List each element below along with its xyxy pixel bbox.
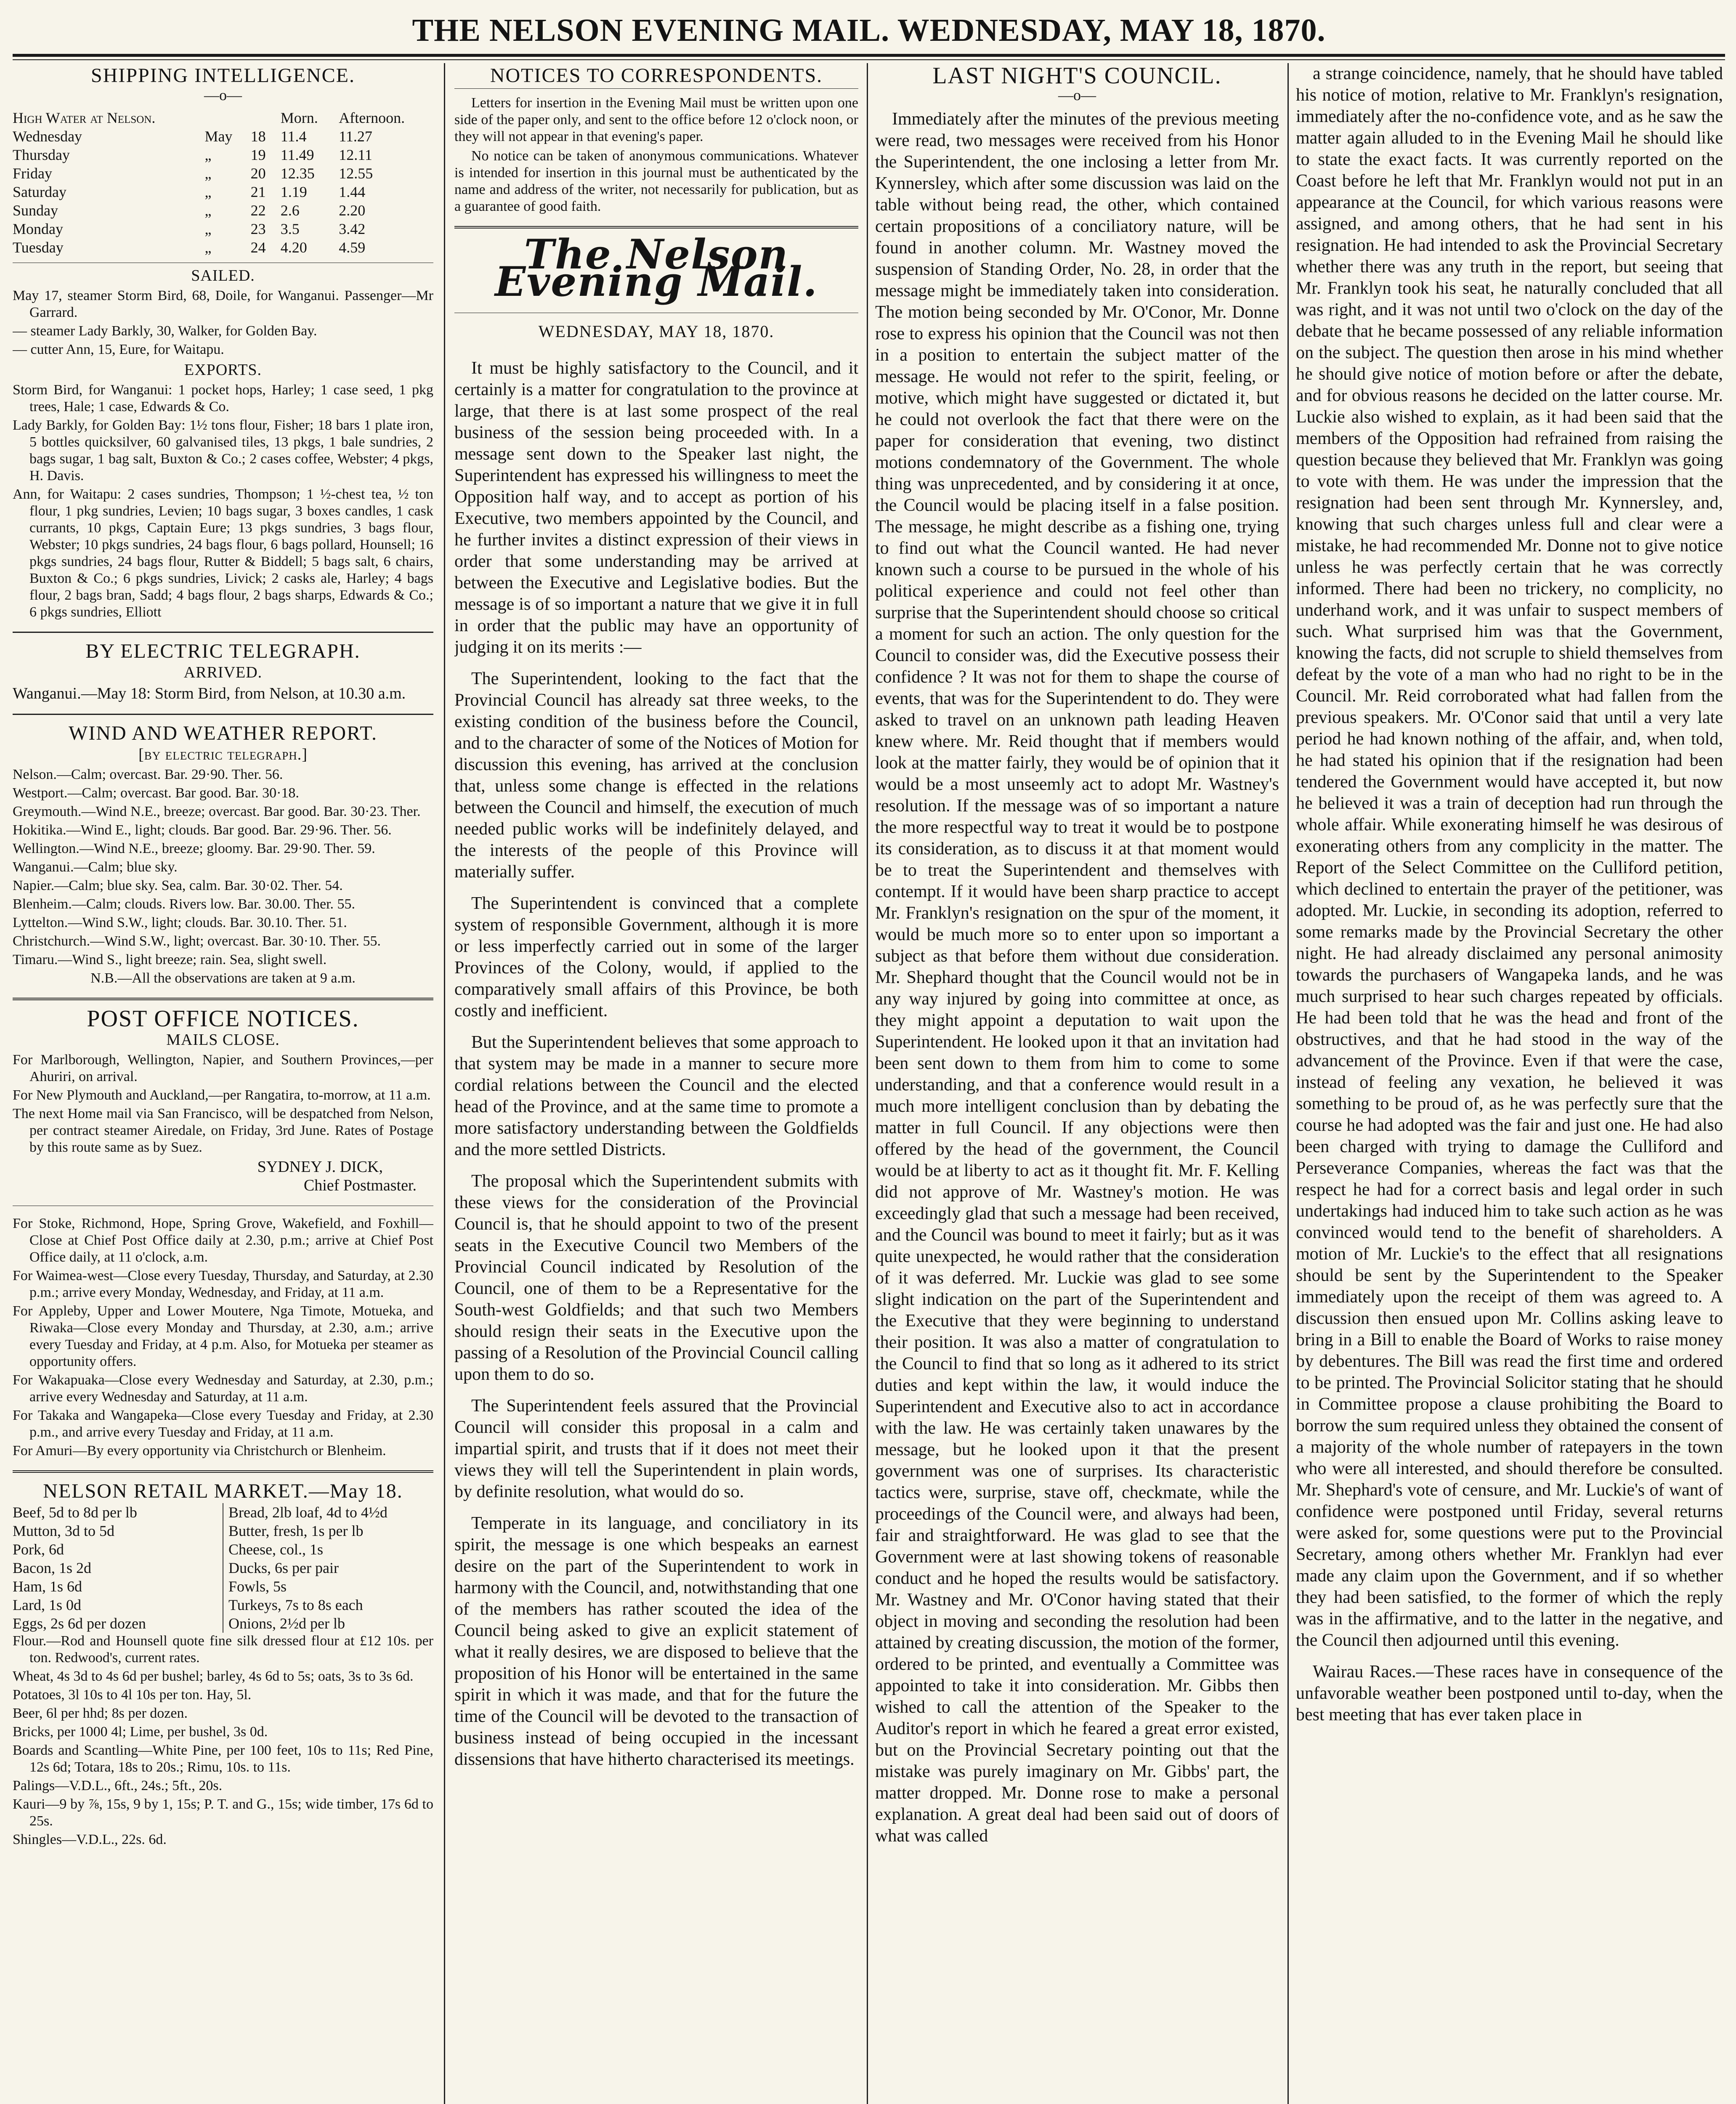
tide-cell: 22 [250,202,266,219]
divider [13,714,433,715]
post-notice: For Marlborough, Wellington, Napier, and Southern Provinces,—per Ahuriri, on arrival. [13,1052,433,1084]
weather-item: Nelson.—Calm; overcast. Bar. 29·90. Ther. 56. [13,767,283,782]
column-2 [454,63,858,2104]
masthead-rule [13,54,1725,60]
tide-header-cell: Morn. [280,109,318,126]
market-row [13,1540,433,1559]
tide-cell: 4.20 [280,239,307,256]
tide-cell: Sunday [13,202,58,219]
tide-cell: „ [204,146,212,163]
market-note: Potatoes, 3l 10s to 4l 10s per ton. Hay, 5l. [13,1687,252,1703]
market-cell: Ham, 1s 6d [13,1577,223,1596]
post-route: For Amuri—By every opportunity via Christchurch or Blenheim. [13,1443,386,1458]
notice-item: No notice can be taken of anonymous communications. Whatever is intended for insertion in this journal must be authenticated by the name and address of the writer, not necessarily for publication, but as a guarantee of good faith. [454,148,858,214]
editorial-paragraph: But the Superintendent believes that some approach to that system may be made in a manner to secure more cordial relations between the Council and the elected head of the Province, and at the same time to promote a more satisfactory understanding between the Goldfields and the more settled Districts. [454,1033,858,1159]
tide-cell: „ [204,202,212,219]
editorial-flag [454,231,858,306]
post-notice: The next Home mail via San Francisco, will be despatched from Nelson, per contract steamer Airedale, on Friday, 3rd June. Rates of Postage by this route same as by Suez. [13,1106,433,1155]
tide-row [13,127,433,146]
tide-cell: Wednesday [13,128,82,145]
tide-cell: „ [204,183,212,200]
market-note: Shingles—V.D.L., 22s. 6d. [13,1832,167,1847]
weather-item: Wellington.—Wind N.E., breeze; gloomy. Bar. 29·90. Ther. 59. [13,841,375,856]
signature-title: Chief Postmaster. [303,1177,417,1194]
tide-cell: 11.4 [280,128,307,145]
post-route: For Waimea-west—Close every Tuesday, Thursday, and Saturday, at 2.30 p.m.; arrive every Monday, Wednesday, and Friday, at 11 a.m. [13,1268,433,1300]
weather-item: Wanganui.—Calm; blue sky. [13,859,178,875]
tide-rows [13,127,433,257]
editorial-paragraph: Temperate in its language, and conciliatory in its spirit, the message is one which bespeaks an earnest desire on the part of the Superintendent to work in harmony with the Council, and, notwithstanding that one of the members has rather scouted the idea of the Council being asked to give an explicit statement of what it really desires, we are disposed to believe that the proposition of his Honor will be entertained in the same spirit in which it was made, and that for the future the time of the Council will be devoted to the transaction of business instead of being occupied in the incessant dissensions that have hitherto characterised its meetings. [454,1514,858,1769]
tide-cell: 11.27 [339,128,372,145]
editorial-paragraph: The proposal which the Superintendent submits with these views for the consideration of the Provincial Council is, that he should appoint to two of the present seats in the Executive Council two Members of the Provincial Council indicated by Resolution of the Council, one of them to be a Representative for the South-west Goldfields; and that such two Members should resign their seats in the Executive upon the passing of a Resolution of the Provincial Council calling upon them to do so. [454,1172,858,1384]
post-office-heading: POST OFFICE NOTICES. [87,1006,359,1032]
tide-cell: 21 [250,183,266,200]
market-row [13,1614,433,1633]
tide-cell: 19 [250,146,266,163]
market-cell: Turkeys, 7s to 8s each [228,1597,363,1613]
market-note: Flour.—Rod and Hounsell quote fine silk dressed flour at £12 10s. per ton. Redwood's, current rates. [13,1633,433,1666]
tide-cell: Saturday [13,183,66,200]
market-note: Boards and Scantling—White Pine, per 100 feet, 10s to 11s; Red Pine, 12s 6d; Totara, 18s to 20s.; Rimu, 10s. to 11s. [13,1743,433,1775]
column-divider [444,63,445,2104]
tide-row [13,220,433,238]
weather-heading: WIND AND WEATHER REPORT. [69,722,377,744]
tide-cell: 20 [250,165,266,182]
council-paragraph: Wairau Races.—These races have in consequence of the unfavorable weather been postponed until to-day, when the best meeting that has ever taken place in [1296,1662,1723,1724]
tide-cell: 12.35 [280,165,315,182]
market-note: Kauri—9 by ⅞, 15s, 9 by 1, 15s; P. T. and G., 15s; wide timber, 17s 6d to 25s. [13,1796,433,1829]
post-notice: For New Plymouth and Auckland,—per Rangatira, to-morrow, at 11 a.m. [13,1087,431,1103]
tide-cell: 23 [250,220,266,237]
exports-heading: EXPORTS. [184,361,262,379]
market-cell: Lard, 1s 0d [13,1596,223,1614]
tide-header-cell: High Water at Nelson. [13,109,156,126]
weather-note: N.B.—All the observations are taken at 9 a.m. [90,970,356,986]
tide-cell: May [204,128,233,145]
export-item: Ann, for Waitapu: 2 cases sundries, Thompson; 1 ½-chest tea, ½ ton flour, 1 pkg sundries, Levien; 10 bags sugar, 3 boxes candles, 1 cask currants, 10 pkgs, Captain Eure; 13 pkgs sundries, 3 bags flour, Webster; 10 pkgs sundries, 24 bags flour, 6 bags pollard, Hounsell; 16 pkgs sundries, 24 bags flour, Rutter & Biddell; 5 bags salt, 6 chairs, Buxton & Co.; 6 pkgs sundries, Livick; 2 casks ale, Harley; 4 bags flour, 2 bags bran, Sadd; 4 bags flour, 2 bags sharps, Edwards & Co.; 6 pkgs sundries, Elliott [13,486,433,620]
market-row [13,1577,433,1596]
tide-cell: Tuesday [13,239,64,256]
council-heading: LAST NIGHT'S COUNCIL. [932,63,1222,89]
post-route: For Wakapuaka—Close every Wednesday and Saturday, at 2.30, p.m.; arrive every Wednesday and Saturday, at 11 a.m. [13,1372,433,1405]
market-heading: NELSON RETAIL MARKET.—May 18. [43,1480,403,1502]
market-note: Beer, 6l per hhd; 8s per dozen. [13,1706,188,1721]
editorial-paragraph: It must be highly satisfactory to the Council, and it certainly is a matter for congratulation to the province at large, that there is at last some prospect of the real business of the session being proceeded with. In a message sent down to the Speaker last night, the Superintendent has expressed his willingness to meet the Opposition half way, and to accept as portion of his Executive, two members appointed by the Council, and he further invites a distinct expression of their views in order that some understanding may be arrived at between the Executive and Legislative bodies. But the message is of so important a nature that we give it in full in order that the public may have an opportunity of judging it on its merits :— [454,359,858,657]
column-divider [1287,63,1289,2104]
tide-cell: 1.19 [280,183,307,200]
tide-cell: „ [204,220,212,237]
market-cell: Fowls, 5s [228,1578,287,1595]
council-paragraph: a strange coincidence, namely, that he should have tabled his notice of motion, relative to Mr. Franklyn's resignation, immediately after the no-confidence vote, and as he saw the matter again alluded to in the Evening Mail he should like to state the exact facts. It was currently reported on the Coast before he left that Mr. Franklyn would not put in an appearance at the Council, for which various reasons were assigned, and among others, that he had sent in his resignation. He had intended to ask the Provincial Secretary whether there was any truth in the report, but seeing that Mr. Franklyn took his seat, he naturally concluded that all was right, and it was not until two o'clock on the day of the debate that he became possessed of any reliable information on the subject. The question then arose in his mind whether he should give notice of motion before or after the debate, and for obvious reasons he decided on the latter course. Mr. Luckie also wished to explain, as it had been said that the members of the Opposition had refrained from raising the question because they believed that Mr. Franklyn was going to vote with them. He was under the impression that the resignation had been sent through Mr. Kynnersley, and, knowing that such charges unless full and clear were a mistake, he had recommended Mr. Donne not to give notice unless he was perfectly certain that he was correctly informed. There had been no trickery, no complicity, no underhand work, and it was unfair to suspect members of such. What surprised him was that the Government, knowing the facts, did not scruple to shield themselves from defeat by the vote of a man who had no right to be in the Council. Mr. Reid corroborated what had fallen from the previous speakers. Mr. O'Conor said that until a very late period he had known nothing of the affair, and, when told, he had stated his opinion that if the resignation had been tendered the Government would have accepted it, but now he believed it was a train of deception had run through the whole affair. While exonerating himself he was desirous of exonerating others from any complicity in the matter. The Report of the Select Committee on the Culliford petition, which declined to entertain the prayer of the petitioner, was adopted. Mr. Luckie, in seconding its adoption, referred to some remarks made by the Provincial Secretary the other night. He had already disclaimed any personal animosity towards the purchasers of Wangapeka lands, and he was much surprised to hear such charges repeated by officials. He had been told that he was the head and front of the obstructives, and that he had stood in the way of the advancement of the Province. Even if that were the case, instead of feeling any vexation, he believed it was something to be proud of, as he was perfectly sure that the course he had adopted was the fair and just one. He had also been charged with trying to damage the Culliford and Perseverance Companies, whereas the fact was that the respect he had for a correct basis and legal order in such undertakings had induced him to take such action as he was convinced would tend to the benefit of shareholders. A motion of Mr. Luckie's to the effect that all resignations should be sent by the Superintendent to the Speaker immediately upon the receipt of them was agreed to. A discussion then ensued upon Mr. Collins asking leave to bring in a Bill to enable the Board of Works to raise money by debentures. The Bill was read the first time and ordered to be printed. The Provincial Solicitor stating that he should in Committee propose a clause prohibiting the Board to borrow the sum required unless they obtained the consent of a majority of the whole number of ratepayers in the town who were all interested, and should therefore be consulted. Mr. Shephard's vote of censure, and Mr. Luckie's of want of confidence were postponed until Friday, several returns were asked for, some questions were put to the Provincial Secretary, among others whether Mr. Franklyn had ever made any claim upon the Government, and if so whether they had been satisfied, to the former of which the reply was in the affirmative, and to the latter in the negative, and the Council then adjourned until this evening. [1296,64,1723,1650]
market-notes [13,1633,433,1848]
weather-item: Lyttelton.—Wind S.W., light; clouds. Bar. 30.10. Ther. 51. [13,915,347,930]
tide-table [13,109,433,257]
sailed-item: May 17, steamer Storm Bird, 68, Doile, for Wanganui. Passenger—Mr Garrard. [13,288,433,320]
weather-item: Timaru.—Wind S., light breeze; rain. Sea, slight swell. [13,952,327,967]
weather-item: Westport.—Calm; overcast. Bar good. Bar. 30·18. [13,785,299,801]
divider [13,1470,433,1473]
divider [13,998,433,1000]
tide-cell: 12.55 [339,165,373,182]
council-paragraph: Immediately after the minutes of the previous meeting were read, two messages were received from his Honor the Superintendent, the one inclosing a letter from Mr. Kynnersley, which after some discussion was laid on the table without being read, the other, which contained certain propositions of a conciliatory nature, will be found in another column. Mr. Wastney moved the suspension of Standing Order, No. 28, in order that the message might be immediately taken into consideration. The motion being seconded by Mr. O'Conor, Mr. Donne rose to express his opinion that the Council was not then in a position to entertain the subject matter of the message. He would not refer to the spirit, feeling, or motive, which might have suggested or dictated it, but he could not overlook the fact that there were on the paper for consideration that evening, two distinct motions condemnatory of the Government. The whole thing was unprecedented, and by considering it at once, the Council would be placing itself in a false position. The message, he might describe as a fishing one, trying to find out what the Council wanted. He had never known such a course to be pursued in the whole of his political experience and could not feel other than surprise that the Superintendent should choose so critical a moment for such an action. The only question for the Council to consider was, did the Executive possess their confidence ? It was not for them to shape the course of events, that was for the Superintendent to do. They were asked to travel on an unknown path leading Heaven knew where. Mr. Reid thought that if members would look at the matter fairly, they would be of opinion that it would be a most unseemly act to adopt Mr. Wastney's resolution. If the message was of so important a nature the more respectful way to treat it would be to postpone its consideration, as to discuss it at that moment would be to treat the Superintendent and themselves with contempt. If it would have been sharp practice to accept Mr. Franklyn's resignation on the spur of the moment, it would be much more so to enter upon so important a subject as that before them without due consideration. Mr. Shephard thought that the Council would not be in any way injured by going into committee at once, as they might appoint a deputation to wait upon the Superintendent. He looked upon it that an invitation had been sent down to them from him to come to some understanding, and that a conference would result in a much more intelligent conclusion than by debating the matter in full Council. If any objections were then offered by the head of the government, the Council would be at liberty to act as it thought fit. Mr. F. Kelling did not approve of Mr. Wastney's motion. He was exceedingly glad that such a message had been received, and the Council was bound to meet it fairly; but as it was quite unexpected, he would rather that the consideration of it was deferred. Mr. Luckie was glad to see some slight indication on the part of the Superintendent and the Executive that they were beginning to understand their position. It was also a matter of congratulation to the Council to find that so long as it adhered to its strict duties and kept within the law, it would induce the Superintendent and Executive also to act in accordance with the law. He was certainly taken unawares by the message, but he looked upon it that the present government was one of surprises. Its characteristic tactics were, surprise, stave off, checkmate, while the proceedings of the Council were, and always had been, fair and straightforward. He was glad to see that the Government were at last showing tokens of reasonable conduct and he hoped the results would be satisfactory. Mr. Wastney and Mr. O'Conor having stated that their object in moving and seconding the resolution had been attained by creating discussion, the motion of the former, ordered to be printed, and eventually a Committee was appointed to take it into consideration. Mr. Gibbs then wished to call the attention of the Speaker to the Auditor's report in which he feared a great error existed, but on the Provincial Secretary pointing out that the mistake was purely imaginary on Mr. Gibbs' part, the matter dropped. Mr. Donne rose to make a personal explanation. A great deal had been said out of doors of what was called [875,109,1279,1846]
post-notices [13,1052,433,1156]
tide-row [13,164,433,183]
ornament-divider: —o— [204,87,242,104]
exports-list [13,382,433,621]
notices-heading: NOTICES TO CORRESPONDENTS. [490,64,823,87]
tide-cell: 1.44 [339,183,366,200]
tide-header-row [13,109,433,127]
tide-row [13,146,433,164]
masthead: THE NELSON EVENING MAIL. WEDNESDAY, MAY 18, 1870. [412,13,1326,48]
market-cell: Mutton, 3d to 5d [13,1522,223,1540]
market-cell: Onions, 2½d per lb [228,1615,345,1632]
post-route: For Appleby, Upper and Lower Moutere, Nga Timote, Motueka, and Riwaka—Close every Monday and Thursday, at 2.30, a.m.; arrive every Tuesday and Friday, at 4 p.m. Also, for Motueka per steamer as opportunity offers. [13,1303,433,1369]
sailed-list [13,287,433,358]
market-cell: Bread, 2lb loaf, 4d to 4½d [228,1504,388,1521]
market-cell: Butter, fresh, 1s per lb [228,1522,364,1539]
tide-row [13,183,433,201]
tide-cell: Monday [13,220,63,237]
tide-row [13,201,433,220]
telegraph-heading: BY ELECTRIC TELEGRAPH. [85,640,361,662]
flag-title: The Nelson Evening Mail. [495,231,818,306]
weather-item: Napier.—Calm; blue sky. Sea, calm. Bar. 30·02. Ther. 54. [13,878,343,893]
shipping-heading: SHIPPING INTELLIGENCE. [91,64,355,87]
market-note: Bricks, per 1000 4l; Lime, per bushel, 3s 0d. [13,1724,268,1740]
market-cell: Pork, 6d [13,1540,223,1559]
tide-cell: „ [204,165,212,182]
tide-cell: Thursday [13,146,70,163]
tide-cell: 2.6 [280,202,300,219]
tide-cell: 11.49 [280,146,314,163]
market-note: Palings—V.D.L., 6ft., 24s.; 5ft., 20s. [13,1778,223,1793]
tide-cell: 2.20 [339,202,366,219]
post-route: For Stoke, Richmond, Hope, Spring Grove, Wakefield, and Foxhill—Close at Chief Post Office daily at 2.30, p.m.; arrive at Chief Post Office daily, at 11 o'clock, a.m. [13,1216,433,1265]
tide-cell: „ [204,239,212,256]
market-cell: Eggs, 2s 6d per dozen [13,1614,223,1633]
tide-cell: 3.5 [280,220,300,237]
notice-item: Letters for insertion in the Evening Mail must be written upon one side of the paper only, and sent to the office before 12 o'clock noon, or they will not appear in that evening's paper. [454,95,858,144]
tide-cell: 4.59 [339,239,366,256]
post-route: For Takaka and Wangapeka—Close every Tuesday and Friday, at 2.30 p.m., and arrive every Tuesday and Friday, at 11 a.m. [13,1408,433,1440]
market-table [13,1503,433,1633]
weather-item: Hokitika.—Wind E., light; clouds. Bar good. Bar. 29·96. Ther. 56. [13,822,392,838]
editorial-paragraph: The Superintendent feels assured that the Provincial Council will consider this proposal in a calm and impartial spirit, and trusts that if it does not meet their views they will tell the Superintendent in plain words, by definite resolution, what would do so. [454,1396,858,1501]
tide-cell: 3.42 [339,220,366,237]
export-item: Lady Barkly, for Golden Bay: 1½ tons flour, Fisher; 18 bars 1 plate iron, 5 bottles quicksilver, 60 galvanised tiles, 13 pkgs, 1 bale sundries, 2 bags sugar, 1 bag salt, Buxton & Co.; 2 cases coffee, Webster; 4 pkgs, H. Davis. [13,417,433,483]
export-item: Storm Bird, for Wanganui: 1 pocket hops, Harley; 1 case seed, 1 pkg trees, Hale; 1 case, Edwards & Co. [13,382,433,414]
tide-header-cell: Afternoon. [339,109,405,126]
weather-item: Christchurch.—Wind S.W., light; overcast. Bar. 30·10. Ther. 55. [13,933,381,949]
editorial-body [454,358,858,1770]
signature-name: SYDNEY J. DICK, [257,1158,383,1176]
market-cell: Cheese, col., 1s [228,1541,323,1558]
weather-list [13,766,433,968]
column-divider [867,63,868,2104]
market-row [13,1559,433,1577]
arrived-text: Wanganui.—May 18: Storm Bird, from Nelson, at 10.30 a.m. [13,685,406,702]
arrived-heading: ARRIVED. [183,664,263,681]
post-routes [13,1215,433,1459]
weather-item: Greymouth.—Wind N.E., breeze; overcast. Bar good. Bar. 30·23. Ther. [13,804,421,819]
column-4 [1296,63,1723,2104]
market-cell: Beef, 5d to 8d per lb [13,1503,223,1522]
mails-close-heading: MAILS CLOSE. [166,1031,280,1049]
market-note: Wheat, 4s 3d to 4s 6d per bushel; barley, 4s 6d to 5s; oats, 3s to 3s 6d. [13,1668,414,1684]
market-row [13,1503,433,1522]
editorial-paragraph: The Superintendent is convinced that a complete system of responsible Government, although it is more or less imperfectly carried out in some of the larger Provinces of the Colony, would, if applied to the comparatively small affairs of this Province, be both costly and inefficient. [454,894,858,1020]
editorial-paragraph: The Superintendent, looking to the fact that the Provincial Council has already sat three weeks, to the existing condition of the business before the Council, and to the character of some of the Notices of Motion for discussion this evening, has arrived at the conclusion that, unless some change is effected in the relations between the Council and himself, the execution of much needed public works will be indefinitely delayed, and the interests of the people of this Province will materially suffer. [454,669,858,882]
divider [13,632,433,633]
sailed-item: — steamer Lady Barkly, 30, Walker, for Golden Bay. [13,323,317,339]
notices-list [454,95,858,215]
market-row [13,1596,433,1614]
weather-subheading: [by electric telegraph.] [138,746,308,763]
weather-item: Blenheim.—Calm; clouds. Rivers low. Bar. 30.00. Ther. 55. [13,896,356,912]
market-cell: Ducks, 6s per pair [228,1559,339,1576]
council-report [875,109,1279,1847]
tide-cell: 24 [250,239,266,256]
divider [454,88,858,89]
divider [454,226,858,228]
editorial-dateline: WEDNESDAY, MAY 18, 1870. [538,322,775,341]
tide-cell: 18 [250,128,266,145]
tide-row [13,238,433,257]
column-3 [875,63,1279,2104]
market-row [13,1522,433,1540]
market-cell: Bacon, 1s 2d [13,1559,223,1577]
council-report-continued [1296,63,1723,1726]
sailed-item: — cutter Ann, 15, Eure, for Waitapu. [13,342,224,357]
sailed-heading: SAILED. [191,267,255,284]
column-1 [13,63,433,2104]
tide-cell: 12.11 [339,146,372,163]
tide-cell: Friday [13,165,52,182]
ornament-divider: —o— [1058,87,1096,104]
